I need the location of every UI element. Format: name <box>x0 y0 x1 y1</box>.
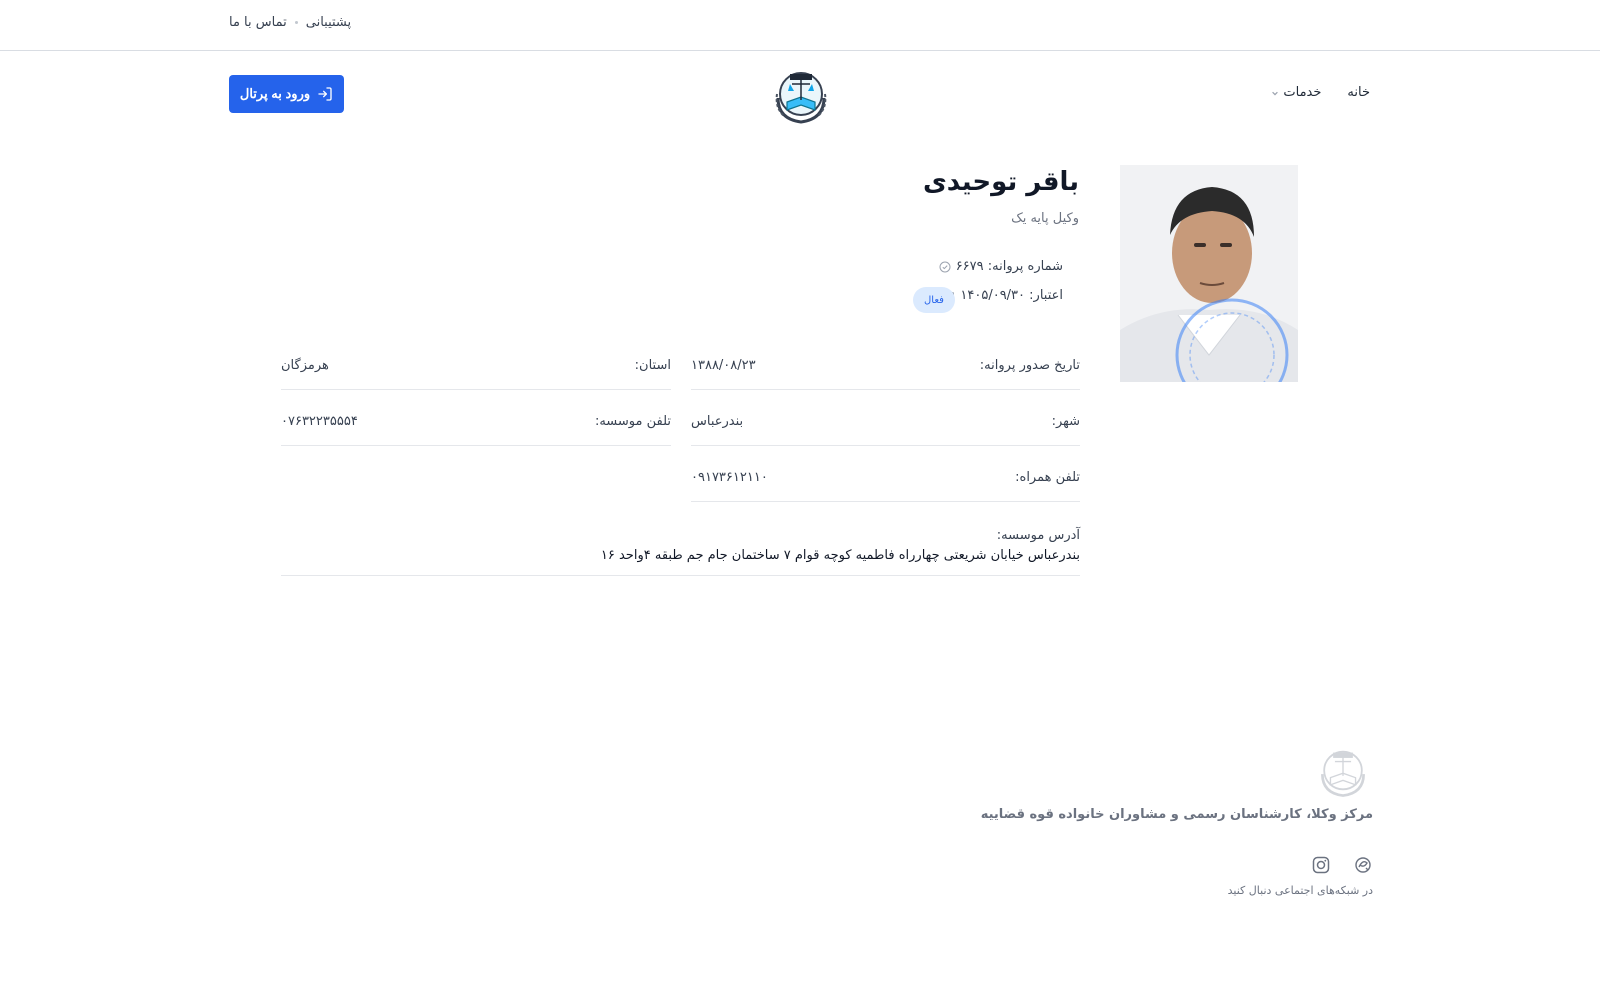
separator-dot <box>295 21 298 24</box>
license-number-row <box>939 259 1063 274</box>
login-icon <box>317 86 333 102</box>
nav-links <box>1271 85 1370 100</box>
city-value: بندرعباس <box>691 414 744 429</box>
top-bar <box>0 0 1600 51</box>
field-address <box>281 528 1080 576</box>
license-number: شماره پروانه: ۶۶۷۹ <box>955 259 1063 274</box>
mobile-value[interactable]: ۰۹۱۷۳۶۱۲۱۱۰ <box>691 470 768 485</box>
footer-logo <box>1317 743 1369 798</box>
eitaa-icon[interactable] <box>1353 855 1373 875</box>
province-label: استان: <box>634 358 671 373</box>
address-label: آدرس موسسه: <box>996 528 1080 543</box>
field-office-phone <box>281 406 671 446</box>
nav-home[interactable]: خانه <box>1347 85 1370 100</box>
office-phone-label: تلفن موسسه: <box>594 414 671 429</box>
judiciary-logo[interactable] <box>772 64 830 124</box>
chevron-down-icon <box>1271 89 1279 97</box>
lawyer-rank: وکیل پایه یک <box>1011 211 1079 226</box>
lawyer-name: باقر توحیدی <box>922 167 1079 197</box>
social-follow-text: در شبکه‌های اجتماعی دنبال کنید <box>1227 884 1373 897</box>
address-value: بندرعباس خیابان شریعتی چهارراه فاطمیه کوچه قوام ۷ ساختمان جام جم طبقه ۴واحد ۱۶ <box>600 548 1080 563</box>
portal-login-button[interactable] <box>229 75 344 113</box>
field-issue-date <box>691 350 1080 390</box>
top-links <box>229 15 351 30</box>
issue-date-label: تاریخ صدور پروانه: <box>979 358 1080 373</box>
main-navbar <box>0 52 1600 132</box>
nav-services-label: خدمات <box>1283 85 1322 100</box>
validity-row <box>943 288 1063 303</box>
portal-login-label: ورود به پرتال <box>239 86 311 101</box>
mobile-label: تلفن همراه: <box>1015 470 1080 485</box>
check-circle-icon <box>939 261 951 273</box>
province-value: هرمزگان <box>281 358 329 373</box>
instagram-icon[interactable] <box>1311 855 1331 875</box>
nav-services[interactable] <box>1271 85 1321 100</box>
office-phone-value[interactable]: ۰۷۶۳۲۲۳۵۵۵۴ <box>281 414 358 429</box>
field-mobile <box>691 462 1080 502</box>
social-links <box>1311 855 1373 875</box>
validity-date: اعتبار: ۱۴۰۵/۰۹/۳۰ <box>960 288 1063 303</box>
support-link[interactable]: پشتیبانی <box>305 15 352 30</box>
lawyer-photo <box>1120 165 1298 382</box>
issue-date-value: ۱۳۸۸/۰۸/۲۳ <box>691 358 756 373</box>
field-province <box>281 350 671 390</box>
status-badge: فعال <box>913 287 955 313</box>
contact-link[interactable]: تماس با ما <box>229 15 287 30</box>
footer-title: مرکز وکلا، کارشناسان رسمی و مشاوران خانواده قوه قضاییه <box>980 807 1373 822</box>
field-city <box>691 406 1080 446</box>
city-label: شهر: <box>1051 414 1080 429</box>
